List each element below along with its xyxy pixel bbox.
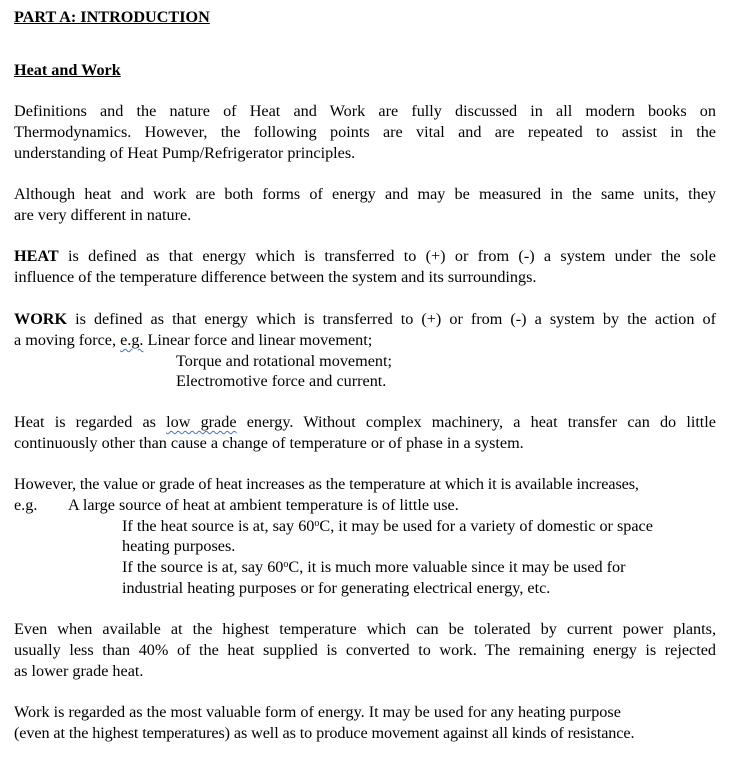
- eg-abbreviation: e.g.: [120, 330, 144, 349]
- example-60c-industrial: [14, 557, 716, 578]
- work-line-prefix: a moving force,: [14, 330, 121, 349]
- paragraph-line: usually less than 40% of the heat supplied is converted to work. The remaining energy is rejected: [14, 640, 716, 659]
- section-title: PART A: INTRODUCTION: [14, 8, 210, 26]
- paragraph-low-grade: [14, 412, 716, 454]
- example-text: C, it may be used for a variety of domestic or space: [319, 516, 653, 535]
- paragraph-line: are very different in nature.: [14, 205, 192, 224]
- paragraph-line: Although heat and work are both forms of energy and may be measured in the same units, they: [14, 185, 716, 203]
- paragraph-line: [14, 495, 716, 516]
- paragraph-line: influence of the temperature difference between the system and its surroundings.: [14, 267, 537, 286]
- paragraph-work-value: [14, 702, 716, 744]
- example-continuation: industrial heating purposes or for generating electrical energy, etc.: [122, 578, 551, 597]
- paragraph-line: understanding of Heat Pump/Refrigerator principles.: [14, 143, 356, 162]
- paragraph-work-definition: [14, 309, 716, 392]
- heat-term: HEAT: [14, 247, 59, 265]
- ambient-example: A large source of heat at ambient temperature is of little use.: [68, 495, 459, 514]
- low-grade-term: low grade: [166, 413, 237, 431]
- paragraph-energy-forms: [14, 184, 716, 226]
- example-text: If the source is at, say 60: [122, 558, 284, 577]
- degree-sign: o: [283, 559, 289, 571]
- paragraph-heat-grade: [14, 474, 716, 599]
- paragraph-line: [14, 412, 716, 433]
- paragraph-line: [14, 309, 716, 330]
- heat-definition-text: is defined as that energy which is transferred to (+) or from (-) a system under the sole: [58, 247, 716, 265]
- example-text: If the heat source is at, say 60: [122, 516, 315, 535]
- degree-sign: o: [314, 517, 320, 529]
- paragraph-line: Definitions and the nature of Heat and Work are fully discussed in all modern books on: [14, 102, 716, 120]
- subsection-title: Heat and Work: [14, 61, 121, 79]
- paragraph-line: as lower grade heat.: [14, 661, 144, 680]
- paragraph-line: However, the value or grade of heat increases as the temperature at which it is available increases,: [14, 475, 639, 493]
- example-60c-domestic: [14, 516, 716, 537]
- work-definition-text: is defined as that energy which is transferred to (+) or from (-) a system by the action of: [67, 310, 716, 328]
- paragraph-line: [14, 330, 716, 351]
- paragraph-line: Work is regarded as the most valuable form of energy. It may be used for any heating purpose: [14, 703, 621, 721]
- example-text: C, it is much more valuable since it may be used for: [288, 558, 626, 577]
- eg-label: e.g.: [14, 495, 38, 514]
- example-continuation: heating purposes.: [122, 537, 236, 556]
- paragraph-line: (even at the highest temperatures) as well as to produce movement against all kinds of resistance.: [14, 723, 635, 742]
- work-term: WORK: [14, 310, 68, 328]
- work-example-1: Linear force and linear movement;: [143, 330, 373, 349]
- paragraph-heat-definition: [14, 246, 716, 288]
- paragraph-line: Even when available at the highest temperature which can be tolerated by current power plants,: [14, 620, 716, 638]
- paragraph-line: continuously other than cause a change of temperature or of phase in a system.: [14, 433, 524, 452]
- work-example-2: Torque and rotational movement;: [176, 351, 392, 370]
- low-grade-prefix: Heat is regarded as: [14, 413, 167, 431]
- low-grade-suffix: energy. Without complex machinery, a heat transfer can do little: [236, 413, 716, 431]
- work-example-3: Electromotive force and current.: [176, 372, 387, 391]
- paragraph-line: [14, 246, 716, 267]
- paragraph-definitions: [14, 101, 716, 163]
- paragraph-line: Thermodynamics. However, the following points are vital and are repeated to assist in the: [14, 122, 716, 141]
- paragraph-power-plants: [14, 619, 716, 681]
